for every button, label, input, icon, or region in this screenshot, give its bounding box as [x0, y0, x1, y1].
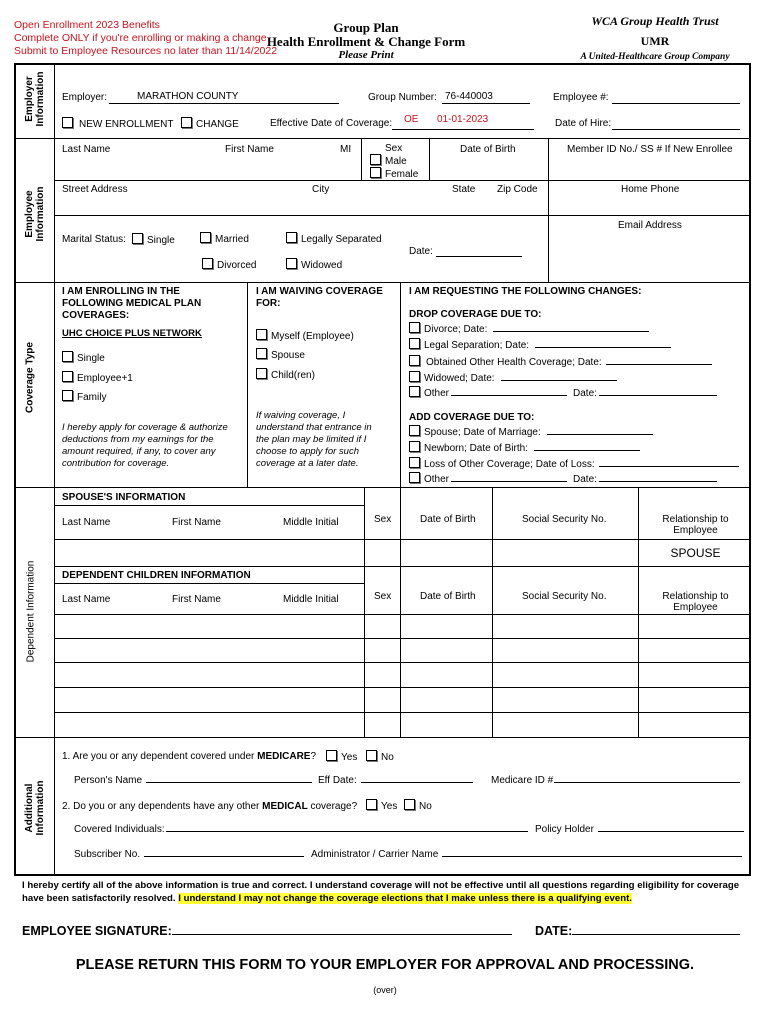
org-name: WCA Group Health Trust [591, 14, 719, 28]
add-newborn-label: Newborn; Date of Birth: [424, 443, 528, 454]
checkbox[interactable] [409, 457, 420, 468]
add-spouse-label: Spouse; Date of Marriage: [424, 427, 541, 438]
form-title-line1: Group Plan [333, 20, 399, 35]
checkbox[interactable] [404, 799, 415, 810]
checkbox[interactable] [409, 355, 420, 366]
section-label-coverage: Coverage Type [24, 342, 36, 413]
section-label-additional: Additional Information [24, 780, 46, 836]
org-umr: UMR [640, 34, 670, 48]
dob-label: Date of Birth [460, 144, 516, 155]
form-title-line2: Health Enrollment & Change Form [266, 34, 466, 49]
covered-individuals-row [74, 824, 528, 835]
drop-legal-label: Legal Separation; Date: [424, 340, 530, 351]
drop-divorce-option[interactable] [409, 322, 649, 335]
drop-legal-option[interactable] [409, 338, 671, 351]
checkbox[interactable] [62, 371, 73, 382]
male-label: Male [385, 156, 407, 167]
add-heading: ADD COVERAGE DUE TO: [409, 412, 535, 423]
widowed-label: Widowed [301, 260, 343, 271]
checkbox[interactable] [256, 348, 267, 359]
add-spouse-option[interactable] [409, 425, 653, 438]
last-name-label: Last Name [62, 144, 111, 155]
spouse-heading: SPOUSE'S INFORMATION [62, 492, 186, 503]
spouse-relationship-label: Relationship to Employee [662, 514, 729, 536]
add-other-label: Other [424, 474, 450, 485]
marital-widowed-option[interactable] [286, 258, 342, 271]
waive-myself-label: Myself (Employee) [271, 331, 354, 342]
waive-spouse-label: Spouse [271, 350, 305, 361]
row-divider [54, 614, 750, 615]
waive-children-option[interactable] [256, 368, 315, 381]
row-divider [54, 662, 750, 663]
employer-field[interactable] [109, 91, 339, 104]
employee-number-field[interactable] [612, 91, 740, 104]
new-enrollment-label: NEW ENROLLMENT [79, 119, 174, 130]
section-label-employee: Employee Information [24, 186, 46, 242]
checkbox[interactable] [409, 322, 420, 333]
col-divider [429, 138, 430, 180]
col-divider [548, 180, 549, 215]
checkbox[interactable] [409, 441, 420, 452]
child-dob-label: Date of Birth [420, 591, 476, 602]
add-other-date-field[interactable] [599, 481, 717, 482]
checkbox[interactable] [202, 258, 213, 269]
carrier-label: Administrator / Carrier Name [311, 849, 439, 860]
home-phone-label: Home Phone [621, 184, 680, 195]
spouse-last-name-label: Last Name [62, 517, 111, 528]
child-middle-initial-label: Middle Initial [283, 594, 339, 605]
authorize-text: I hereby apply for coverage & authorize deductions from my earnings for the amount required, if any, to cover any contribution for coverage. [62, 422, 228, 469]
add-loss-option[interactable] [409, 457, 739, 470]
other-medical-yes-option[interactable] [366, 799, 397, 812]
add-other-option[interactable] [409, 472, 717, 485]
requesting-heading: I AM REQUESTING THE FOLLOWING CHANGES: [409, 286, 642, 297]
checkbox[interactable] [366, 750, 377, 761]
female-option[interactable] [370, 167, 418, 180]
policy-holder-field[interactable] [598, 831, 744, 832]
checkbox[interactable] [200, 232, 211, 243]
section-divider [14, 138, 750, 139]
family-label: Family [77, 392, 107, 403]
child-first-name-label: First Name [172, 594, 221, 605]
first-name-label: First Name [225, 144, 274, 155]
checkbox[interactable] [62, 390, 73, 401]
covered-individuals-label: Covered Individuals: [74, 824, 165, 835]
drop-divorce-date-field[interactable] [493, 331, 649, 332]
effective-date-field[interactable] [392, 114, 534, 130]
persons-name-label: Person's Name [74, 775, 143, 786]
subscriber-label: Subscriber No. [74, 849, 141, 860]
carrier-field[interactable] [442, 856, 742, 857]
drop-other-field[interactable] [451, 395, 567, 396]
divorced-label: Divorced [217, 260, 257, 271]
group-number-value: 76-440003 [445, 91, 493, 102]
signature-field[interactable] [172, 934, 512, 935]
col-divider [364, 487, 365, 737]
row-divider [54, 583, 364, 584]
medicare-question-mark: ? [310, 751, 317, 762]
coverage-family-option[interactable] [62, 390, 106, 403]
other-medical-question-text: 2. Do you or any dependents have any other [62, 801, 263, 812]
checkbox[interactable] [370, 154, 381, 165]
enrollment-notice-line1: Open Enrollment 2023 Benefits [14, 19, 160, 31]
section-divider [14, 487, 750, 488]
spouse-first-name-label: First Name [172, 517, 221, 528]
marital-married-option[interactable] [200, 232, 249, 245]
checkbox[interactable] [62, 351, 73, 362]
certification-text [22, 880, 744, 905]
checkbox[interactable] [181, 117, 192, 128]
other-medical-no-option[interactable] [404, 799, 432, 812]
policy-holder-row [535, 824, 744, 835]
section-label-employer: Employer Information [24, 71, 46, 127]
add-newborn-option[interactable] [409, 441, 640, 454]
add-loss-label: Loss of Other Coverage; Date of Loss: [424, 459, 595, 470]
drop-other-label: Other [424, 388, 450, 399]
enrollment-notice-line3: Submit to Employee Resources no later than 11/14/2022 [14, 45, 278, 57]
marital-divorced-option[interactable] [202, 258, 256, 271]
network-name: UHC CHOICE PLUS NETWORK [62, 328, 202, 339]
drop-other-date-label: Date: [573, 388, 597, 399]
marital-date-field[interactable] [436, 245, 522, 257]
eff-date-row [318, 775, 473, 786]
mi-label: MI [340, 144, 352, 155]
coverage-single-option[interactable] [62, 351, 105, 364]
frame-top [14, 63, 750, 65]
medicare-question-text: 1. Are you or any dependent covered under [62, 751, 258, 762]
effective-date-code: OE [404, 114, 419, 125]
marital-separated-option[interactable] [286, 232, 382, 245]
section-divider [14, 282, 750, 283]
col-divider [492, 487, 493, 737]
drop-widowed-option[interactable] [409, 371, 617, 384]
col-divider [400, 282, 401, 487]
medicare-question [62, 751, 316, 762]
section-label-dependent: Dependent Information [25, 560, 37, 663]
frame-left [14, 63, 16, 876]
signature-row [22, 924, 512, 938]
street-label: Street Address [62, 184, 128, 195]
checkbox[interactable] [326, 750, 337, 761]
medicare-id-row [491, 775, 740, 786]
female-label: Female [385, 169, 419, 180]
other-medical-question [62, 801, 357, 812]
enrolling-heading: I AM ENROLLING IN THE FOLLOWING MEDICAL PLAN COVERAGES: [62, 286, 202, 321]
policy-holder-label: Policy Holder [535, 824, 594, 835]
col-divider [548, 138, 549, 180]
drop-divorce-label: Divorce; Date: [424, 324, 488, 335]
persons-name-field[interactable] [146, 782, 312, 783]
checkbox[interactable] [409, 472, 420, 483]
employee-number-label: Employee #: [553, 92, 609, 103]
eff-date-label: Eff Date: [318, 775, 357, 786]
subscriber-field[interactable] [144, 856, 304, 857]
marital-single-option[interactable] [132, 233, 175, 246]
other-medical-question-end: coverage? [307, 801, 358, 812]
children-heading: DEPENDENT CHILDREN INFORMATION [62, 570, 251, 581]
spouse-sex-label: Sex [374, 514, 392, 525]
row-divider [54, 638, 750, 639]
married-label: Married [215, 234, 249, 245]
col-divider [361, 138, 362, 180]
waive-spouse-option[interactable] [256, 348, 305, 361]
email-label: Email Address [618, 220, 682, 231]
checkbox[interactable] [256, 368, 267, 379]
signature-date-row [535, 924, 740, 938]
child-relationship-label: Relationship to Employee [662, 591, 729, 613]
col-divider [400, 487, 401, 737]
checkbox[interactable] [366, 799, 377, 810]
medicare-no-option[interactable] [366, 750, 394, 763]
waiving-heading: I AM WAIVING COVERAGE FOR: [256, 286, 383, 309]
medicare-keyword: MEDICARE [257, 751, 311, 762]
separated-label: Legally Separated [301, 234, 382, 245]
form-title-line3: Please Print [338, 49, 394, 61]
subscriber-row [74, 849, 304, 860]
row-divider [54, 712, 750, 713]
single-label: Single [147, 235, 175, 246]
sex-label: Sex [385, 143, 403, 154]
add-other-field[interactable] [451, 481, 567, 482]
employee-plus-one-label: Employee+1 [77, 373, 133, 384]
member-id-label: Member ID No./ SS # If New Enrollee [567, 144, 733, 155]
label-column-divider [54, 63, 55, 874]
change-option[interactable] [181, 117, 239, 130]
drop-widowed-date-field[interactable] [501, 380, 617, 381]
effective-date-value: 01-01-2023 [437, 114, 489, 125]
spouse-dob-label: Date of Birth [420, 514, 476, 525]
employer-label: Employer: [62, 92, 108, 103]
checkbox[interactable] [132, 233, 143, 244]
waiving-note: If waiving coverage, I understand that entrance in the plan may be limited if I choose to apply for such coverage at a later date. [256, 410, 372, 469]
medicare-id-field[interactable] [554, 782, 740, 783]
marital-status-label: Marital Status: [62, 234, 126, 245]
medicare-yes-label: Yes [341, 752, 358, 763]
eff-date-field[interactable] [361, 782, 473, 783]
checkbox[interactable] [370, 167, 381, 178]
coverage-employee-plus-one-option[interactable] [62, 371, 133, 384]
male-option[interactable] [370, 154, 407, 167]
child-ssn-label: Social Security No. [522, 591, 607, 602]
frame-bottom [14, 874, 750, 876]
waive-myself-option[interactable] [256, 329, 354, 342]
child-last-name-label: Last Name [62, 594, 111, 605]
col-divider [247, 282, 248, 487]
certification-highlight: I understand I may not change the coverage elections that I make unless there is a qualifying event. [178, 892, 632, 904]
col-divider [638, 487, 639, 737]
new-enrollment-option[interactable] [62, 117, 173, 130]
waive-children-label: Child(ren) [271, 370, 315, 381]
hire-date-field[interactable] [612, 117, 740, 130]
row-divider [54, 687, 750, 688]
group-number-field[interactable] [442, 91, 530, 104]
effective-date-label: Effective Date of Coverage: [270, 118, 393, 129]
hire-date-label: Date of Hire: [555, 118, 612, 129]
checkbox[interactable] [409, 338, 420, 349]
signature-label: EMPLOYEE SIGNATURE: [22, 924, 172, 938]
drop-heading: DROP COVERAGE DUE TO: [409, 309, 542, 320]
employer-value: MARATHON COUNTY [137, 91, 239, 102]
drop-other-date-field[interactable] [599, 395, 717, 396]
checkbox[interactable] [286, 232, 297, 243]
add-other-date-label: Date: [573, 474, 597, 485]
group-number-label: Group Number: [368, 92, 437, 103]
checkbox[interactable] [62, 117, 73, 128]
row-divider [54, 215, 750, 216]
checkbox[interactable] [409, 371, 420, 382]
over-note: (over) [373, 985, 397, 995]
row-divider [54, 505, 364, 506]
spouse-ssn-label: Social Security No. [522, 514, 607, 525]
checkbox[interactable] [286, 258, 297, 269]
add-spouse-date-field[interactable] [547, 434, 653, 435]
spouse-middle-initial-label: Middle Initial [283, 517, 339, 528]
medicare-no-label: No [381, 752, 394, 763]
signature-date-field[interactable] [572, 934, 740, 935]
checkbox[interactable] [409, 425, 420, 436]
other-medical-keyword: MEDICAL [262, 801, 308, 812]
spouse-relationship-value: SPOUSE [670, 546, 721, 560]
medicare-id-label: Medicare ID # [491, 775, 554, 786]
carrier-row [311, 849, 742, 860]
persons-name-row [74, 775, 312, 786]
coverage-single-label: Single [77, 353, 105, 364]
covered-individuals-field[interactable] [166, 831, 528, 832]
add-loss-date-field[interactable] [599, 466, 739, 467]
col-divider [548, 215, 549, 282]
certification-part1: I hereby certify all of the above information is true and correct. I understand coverage will not be effective until all questions regarding eligibility for coverage have been satisfactorily resolved. [22, 880, 740, 904]
other-medical-no-label: No [419, 801, 432, 812]
medicare-yes-option[interactable] [326, 750, 357, 763]
city-label: City [312, 184, 330, 195]
drop-legal-date-field[interactable] [535, 347, 671, 348]
section-divider [14, 737, 750, 738]
zip-label: Zip Code [497, 184, 538, 195]
row-divider [54, 180, 750, 181]
change-label: CHANGE [196, 119, 239, 130]
drop-other-option[interactable] [409, 386, 717, 399]
drop-other-health-option[interactable] [409, 355, 712, 368]
row-divider [54, 539, 750, 540]
checkbox[interactable] [409, 386, 420, 397]
other-medical-yes-label: Yes [381, 801, 398, 812]
return-instructions: PLEASE RETURN THIS FORM TO YOUR EMPLOYER FOR APPROVAL AND PROCESSING. [75, 957, 695, 973]
row-divider [54, 566, 750, 567]
frame-right [749, 63, 751, 876]
enrollment-notice-line2: Complete ONLY if you're enrolling or making a change [14, 32, 267, 44]
org-tagline: A United-Healthcare Group Company [580, 52, 730, 62]
drop-other-health-date-field[interactable] [606, 364, 712, 365]
state-label: State [452, 184, 476, 195]
child-sex-label: Sex [374, 591, 392, 602]
drop-widowed-label: Widowed; Date: [424, 373, 495, 384]
add-newborn-date-field[interactable] [534, 450, 640, 451]
checkbox[interactable] [256, 329, 267, 340]
drop-other-health-label: Obtained Other Health Coverage; Date: [426, 357, 602, 368]
marital-date-label: Date: [409, 246, 433, 257]
signature-date-label: DATE: [535, 924, 573, 938]
